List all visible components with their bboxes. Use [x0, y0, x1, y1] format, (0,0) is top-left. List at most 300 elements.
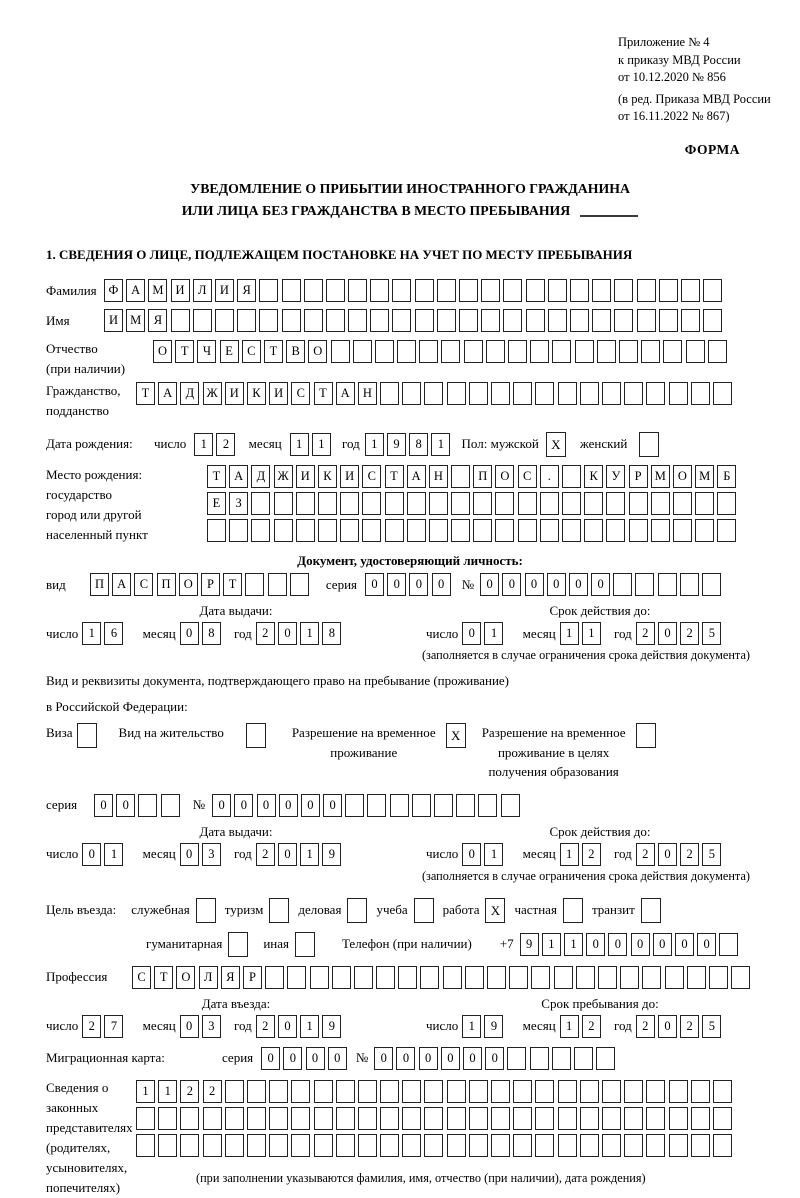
- char-cell[interactable]: 0: [82, 843, 101, 866]
- char-cell[interactable]: 5: [702, 1015, 721, 1038]
- char-cell[interactable]: Л: [193, 279, 212, 302]
- char-cell[interactable]: [274, 492, 293, 515]
- char-cell[interactable]: [584, 492, 603, 515]
- char-cell[interactable]: [681, 279, 700, 302]
- char-cell[interactable]: [663, 340, 682, 363]
- char-cell[interactable]: [487, 966, 506, 989]
- char-cell[interactable]: [673, 492, 692, 515]
- char-cell[interactable]: 1: [582, 622, 601, 645]
- char-cell[interactable]: Ф: [104, 279, 123, 302]
- char-cell[interactable]: [687, 966, 706, 989]
- char-cell[interactable]: 1: [462, 1015, 481, 1038]
- char-cell[interactable]: Т: [154, 966, 173, 989]
- char-cell[interactable]: 2: [582, 1015, 601, 1038]
- char-cell[interactable]: [592, 279, 611, 302]
- char-cell[interactable]: 9: [322, 1015, 341, 1038]
- char-cell[interactable]: И: [296, 465, 315, 488]
- char-cell[interactable]: 0: [697, 933, 716, 956]
- char-cell[interactable]: [606, 519, 625, 542]
- char-cell[interactable]: [669, 382, 688, 405]
- char-cell[interactable]: 2: [216, 433, 235, 456]
- char-cell[interactable]: [491, 382, 510, 405]
- char-cell[interactable]: [703, 309, 722, 332]
- char-cell[interactable]: [268, 573, 287, 596]
- char-cell[interactable]: [424, 382, 443, 405]
- char-cell[interactable]: [420, 966, 439, 989]
- char-cell[interactable]: А: [407, 465, 426, 488]
- char-cell[interactable]: [558, 382, 577, 405]
- char-cell[interactable]: [659, 279, 678, 302]
- char-cell[interactable]: [513, 1134, 532, 1157]
- char-cell[interactable]: [193, 309, 212, 332]
- char-cell[interactable]: [673, 519, 692, 542]
- char-cell[interactable]: [691, 1080, 710, 1103]
- char-cell[interactable]: [429, 519, 448, 542]
- char-cell[interactable]: 2: [680, 1015, 699, 1038]
- char-cell[interactable]: [314, 1080, 333, 1103]
- char-cell[interactable]: 2: [256, 1015, 275, 1038]
- char-cell[interactable]: 0: [480, 573, 499, 596]
- char-cell[interactable]: [535, 382, 554, 405]
- char-cell[interactable]: 0: [441, 1047, 460, 1070]
- purpose-work-checkbox[interactable]: X: [485, 898, 505, 923]
- purpose-humanitarian-checkbox[interactable]: [228, 932, 248, 957]
- char-cell[interactable]: [530, 340, 549, 363]
- char-cell[interactable]: [637, 309, 656, 332]
- char-cell[interactable]: М: [126, 309, 145, 332]
- char-cell[interactable]: [304, 309, 323, 332]
- char-cell[interactable]: 1: [104, 843, 123, 866]
- char-cell[interactable]: [495, 519, 514, 542]
- char-cell[interactable]: [407, 492, 426, 515]
- char-cell[interactable]: 2: [180, 1080, 199, 1103]
- char-cell[interactable]: [158, 1134, 177, 1157]
- char-cell[interactable]: Т: [385, 465, 404, 488]
- char-cell[interactable]: [552, 1047, 571, 1070]
- char-cell[interactable]: [703, 279, 722, 302]
- char-cell[interactable]: Б: [717, 465, 736, 488]
- char-cell[interactable]: [331, 340, 350, 363]
- char-cell[interactable]: 0: [257, 794, 276, 817]
- char-cell[interactable]: Т: [136, 382, 155, 405]
- char-cell[interactable]: [424, 1080, 443, 1103]
- char-cell[interactable]: Д: [180, 382, 199, 405]
- char-cell[interactable]: [274, 519, 293, 542]
- purpose-other-checkbox[interactable]: [295, 932, 315, 957]
- char-cell[interactable]: Ч: [197, 340, 216, 363]
- char-cell[interactable]: [526, 309, 545, 332]
- char-cell[interactable]: [259, 279, 278, 302]
- char-cell[interactable]: М: [695, 465, 714, 488]
- purpose-study-checkbox[interactable]: [414, 898, 434, 923]
- char-cell[interactable]: 0: [306, 1047, 325, 1070]
- char-cell[interactable]: [508, 340, 527, 363]
- char-cell[interactable]: [229, 519, 248, 542]
- purpose-private-checkbox[interactable]: [563, 898, 583, 923]
- char-cell[interactable]: 1: [365, 433, 384, 456]
- char-cell[interactable]: [646, 1134, 665, 1157]
- char-cell[interactable]: [535, 1107, 554, 1130]
- char-cell[interactable]: [580, 1080, 599, 1103]
- char-cell[interactable]: 3: [202, 1015, 221, 1038]
- char-cell[interactable]: Л: [199, 966, 218, 989]
- char-cell[interactable]: [481, 309, 500, 332]
- char-cell[interactable]: Н: [358, 382, 377, 405]
- char-cell[interactable]: [695, 492, 714, 515]
- char-cell[interactable]: [614, 279, 633, 302]
- char-cell[interactable]: [358, 1107, 377, 1130]
- char-cell[interactable]: [469, 1107, 488, 1130]
- char-cell[interactable]: [530, 1047, 549, 1070]
- char-cell[interactable]: [503, 309, 522, 332]
- char-cell[interactable]: [340, 519, 359, 542]
- char-cell[interactable]: 0: [278, 843, 297, 866]
- char-cell[interactable]: [269, 1107, 288, 1130]
- char-cell[interactable]: Ж: [274, 465, 293, 488]
- char-cell[interactable]: [287, 966, 306, 989]
- char-cell[interactable]: [380, 1134, 399, 1157]
- char-cell[interactable]: [540, 492, 559, 515]
- char-cell[interactable]: [265, 966, 284, 989]
- char-cell[interactable]: [207, 519, 226, 542]
- char-cell[interactable]: С: [362, 465, 381, 488]
- char-cell[interactable]: [225, 1134, 244, 1157]
- char-cell[interactable]: [390, 794, 409, 817]
- char-cell[interactable]: 1: [484, 843, 503, 866]
- char-cell[interactable]: [392, 279, 411, 302]
- char-cell[interactable]: 0: [328, 1047, 347, 1070]
- char-cell[interactable]: Я: [237, 279, 256, 302]
- char-cell[interactable]: 8: [202, 622, 221, 645]
- char-cell[interactable]: [554, 966, 573, 989]
- char-cell[interactable]: [437, 309, 456, 332]
- char-cell[interactable]: Т: [223, 573, 242, 596]
- char-cell[interactable]: О: [176, 966, 195, 989]
- char-cell[interactable]: [501, 794, 520, 817]
- char-cell[interactable]: 0: [485, 1047, 504, 1070]
- char-cell[interactable]: [180, 1134, 199, 1157]
- char-cell[interactable]: К: [318, 465, 337, 488]
- char-cell[interactable]: [392, 309, 411, 332]
- char-cell[interactable]: 2: [582, 843, 601, 866]
- char-cell[interactable]: А: [112, 573, 131, 596]
- char-cell[interactable]: [464, 340, 483, 363]
- char-cell[interactable]: 0: [462, 843, 481, 866]
- char-cell[interactable]: [282, 279, 301, 302]
- char-cell[interactable]: [531, 966, 550, 989]
- char-cell[interactable]: 0: [116, 794, 135, 817]
- char-cell[interactable]: О: [308, 340, 327, 363]
- char-cell[interactable]: 1: [82, 622, 101, 645]
- char-cell[interactable]: [443, 966, 462, 989]
- purpose-transit-checkbox[interactable]: [641, 898, 661, 923]
- char-cell[interactable]: 1: [300, 843, 319, 866]
- char-cell[interactable]: 0: [234, 794, 253, 817]
- char-cell[interactable]: [570, 279, 589, 302]
- char-cell[interactable]: [459, 279, 478, 302]
- char-cell[interactable]: 1: [300, 1015, 319, 1038]
- char-cell[interactable]: [424, 1107, 443, 1130]
- char-cell[interactable]: Е: [207, 492, 226, 515]
- char-cell[interactable]: [598, 966, 617, 989]
- char-cell[interactable]: [447, 1134, 466, 1157]
- char-cell[interactable]: 0: [586, 933, 605, 956]
- char-cell[interactable]: 0: [419, 1047, 438, 1070]
- char-cell[interactable]: С: [518, 465, 537, 488]
- char-cell[interactable]: О: [673, 465, 692, 488]
- char-cell[interactable]: Я: [221, 966, 240, 989]
- char-cell[interactable]: [624, 1107, 643, 1130]
- char-cell[interactable]: 0: [301, 794, 320, 817]
- char-cell[interactable]: Т: [264, 340, 283, 363]
- char-cell[interactable]: Т: [207, 465, 226, 488]
- char-cell[interactable]: [296, 519, 315, 542]
- char-cell[interactable]: [180, 1107, 199, 1130]
- char-cell[interactable]: 0: [502, 573, 521, 596]
- char-cell[interactable]: [465, 966, 484, 989]
- char-cell[interactable]: [629, 519, 648, 542]
- char-cell[interactable]: Р: [201, 573, 220, 596]
- char-cell[interactable]: 1: [564, 933, 583, 956]
- char-cell[interactable]: [376, 966, 395, 989]
- char-cell[interactable]: [651, 519, 670, 542]
- char-cell[interactable]: [336, 1107, 355, 1130]
- char-cell[interactable]: [456, 794, 475, 817]
- char-cell[interactable]: У: [606, 465, 625, 488]
- char-cell[interactable]: [719, 933, 738, 956]
- char-cell[interactable]: [407, 519, 426, 542]
- char-cell[interactable]: К: [247, 382, 266, 405]
- char-cell[interactable]: [251, 519, 270, 542]
- char-cell[interactable]: 1: [484, 622, 503, 645]
- char-cell[interactable]: [548, 309, 567, 332]
- char-cell[interactable]: .: [540, 465, 559, 488]
- char-cell[interactable]: [171, 309, 190, 332]
- char-cell[interactable]: [247, 1134, 266, 1157]
- char-cell[interactable]: [503, 279, 522, 302]
- purpose-tourism-checkbox[interactable]: [269, 898, 289, 923]
- char-cell[interactable]: 8: [409, 433, 428, 456]
- char-cell[interactable]: [606, 492, 625, 515]
- char-cell[interactable]: [469, 1134, 488, 1157]
- char-cell[interactable]: [291, 1080, 310, 1103]
- char-cell[interactable]: Р: [243, 966, 262, 989]
- char-cell[interactable]: 0: [365, 573, 384, 596]
- char-cell[interactable]: [336, 1134, 355, 1157]
- sex-female-checkbox[interactable]: [639, 432, 659, 457]
- char-cell[interactable]: В: [286, 340, 305, 363]
- char-cell[interactable]: 0: [569, 573, 588, 596]
- char-cell[interactable]: [637, 279, 656, 302]
- char-cell[interactable]: [451, 519, 470, 542]
- char-cell[interactable]: [215, 309, 234, 332]
- char-cell[interactable]: [646, 1107, 665, 1130]
- char-cell[interactable]: [507, 1047, 526, 1070]
- char-cell[interactable]: 6: [104, 622, 123, 645]
- char-cell[interactable]: 0: [432, 573, 451, 596]
- char-cell[interactable]: [540, 519, 559, 542]
- char-cell[interactable]: [635, 573, 654, 596]
- char-cell[interactable]: 0: [631, 933, 650, 956]
- char-cell[interactable]: [402, 382, 421, 405]
- char-cell[interactable]: [576, 966, 595, 989]
- char-cell[interactable]: [713, 382, 732, 405]
- char-cell[interactable]: [358, 1080, 377, 1103]
- char-cell[interactable]: [646, 382, 665, 405]
- char-cell[interactable]: [424, 1134, 443, 1157]
- char-cell[interactable]: Т: [175, 340, 194, 363]
- char-cell[interactable]: О: [153, 340, 172, 363]
- char-cell[interactable]: [680, 573, 699, 596]
- residence-permit-checkbox[interactable]: [246, 723, 266, 748]
- char-cell[interactable]: [570, 309, 589, 332]
- char-cell[interactable]: [669, 1107, 688, 1130]
- char-cell[interactable]: [412, 794, 431, 817]
- char-cell[interactable]: [695, 519, 714, 542]
- char-cell[interactable]: [269, 1080, 288, 1103]
- char-cell[interactable]: Я: [148, 309, 167, 332]
- char-cell[interactable]: [486, 340, 505, 363]
- char-cell[interactable]: [318, 492, 337, 515]
- char-cell[interactable]: [375, 340, 394, 363]
- char-cell[interactable]: [580, 382, 599, 405]
- char-cell[interactable]: Р: [629, 465, 648, 488]
- char-cell[interactable]: [398, 966, 417, 989]
- char-cell[interactable]: [624, 1134, 643, 1157]
- char-cell[interactable]: 0: [591, 573, 610, 596]
- char-cell[interactable]: [580, 1134, 599, 1157]
- sex-male-checkbox[interactable]: X: [546, 432, 566, 457]
- char-cell[interactable]: [629, 492, 648, 515]
- char-cell[interactable]: Е: [220, 340, 239, 363]
- char-cell[interactable]: [245, 573, 264, 596]
- char-cell[interactable]: [380, 1107, 399, 1130]
- char-cell[interactable]: [709, 966, 728, 989]
- char-cell[interactable]: 0: [323, 794, 342, 817]
- purpose-official-checkbox[interactable]: [196, 898, 216, 923]
- char-cell[interactable]: [473, 492, 492, 515]
- char-cell[interactable]: [314, 1107, 333, 1130]
- char-cell[interactable]: 2: [256, 843, 275, 866]
- char-cell[interactable]: [237, 309, 256, 332]
- char-cell[interactable]: [558, 1107, 577, 1130]
- char-cell[interactable]: [731, 966, 750, 989]
- char-cell[interactable]: [651, 492, 670, 515]
- char-cell[interactable]: [203, 1107, 222, 1130]
- char-cell[interactable]: [596, 1047, 615, 1070]
- char-cell[interactable]: [318, 519, 337, 542]
- char-cell[interactable]: 2: [680, 622, 699, 645]
- char-cell[interactable]: 0: [462, 622, 481, 645]
- char-cell[interactable]: К: [584, 465, 603, 488]
- char-cell[interactable]: А: [158, 382, 177, 405]
- char-cell[interactable]: [332, 966, 351, 989]
- char-cell[interactable]: 1: [158, 1080, 177, 1103]
- char-cell[interactable]: 0: [658, 1015, 677, 1038]
- char-cell[interactable]: [247, 1107, 266, 1130]
- char-cell[interactable]: 2: [256, 622, 275, 645]
- char-cell[interactable]: 5: [702, 843, 721, 866]
- char-cell[interactable]: [691, 1134, 710, 1157]
- char-cell[interactable]: [380, 382, 399, 405]
- char-cell[interactable]: Н: [429, 465, 448, 488]
- char-cell[interactable]: [402, 1107, 421, 1130]
- char-cell[interactable]: 1: [194, 433, 213, 456]
- char-cell[interactable]: С: [242, 340, 261, 363]
- char-cell[interactable]: 3: [202, 843, 221, 866]
- char-cell[interactable]: [562, 465, 581, 488]
- char-cell[interactable]: [624, 1080, 643, 1103]
- char-cell[interactable]: 2: [82, 1015, 101, 1038]
- char-cell[interactable]: 9: [322, 843, 341, 866]
- char-cell[interactable]: [397, 340, 416, 363]
- char-cell[interactable]: И: [104, 309, 123, 332]
- char-cell[interactable]: 0: [374, 1047, 393, 1070]
- char-cell[interactable]: [641, 340, 660, 363]
- char-cell[interactable]: [296, 492, 315, 515]
- char-cell[interactable]: [574, 1047, 593, 1070]
- char-cell[interactable]: [314, 1134, 333, 1157]
- char-cell[interactable]: [552, 340, 571, 363]
- char-cell[interactable]: 0: [180, 843, 199, 866]
- char-cell[interactable]: С: [132, 966, 151, 989]
- char-cell[interactable]: [686, 340, 705, 363]
- char-cell[interactable]: 0: [675, 933, 694, 956]
- char-cell[interactable]: [370, 279, 389, 302]
- char-cell[interactable]: [282, 309, 301, 332]
- char-cell[interactable]: 7: [104, 1015, 123, 1038]
- char-cell[interactable]: [419, 340, 438, 363]
- char-cell[interactable]: П: [473, 465, 492, 488]
- char-cell[interactable]: [562, 519, 581, 542]
- char-cell[interactable]: [669, 1080, 688, 1103]
- char-cell[interactable]: [473, 519, 492, 542]
- char-cell[interactable]: [291, 1107, 310, 1130]
- char-cell[interactable]: [602, 1080, 621, 1103]
- char-cell[interactable]: [713, 1107, 732, 1130]
- char-cell[interactable]: 0: [658, 622, 677, 645]
- char-cell[interactable]: [665, 966, 684, 989]
- char-cell[interactable]: 1: [431, 433, 450, 456]
- char-cell[interactable]: [614, 309, 633, 332]
- char-cell[interactable]: 1: [560, 843, 579, 866]
- char-cell[interactable]: [681, 309, 700, 332]
- char-cell[interactable]: [513, 1080, 532, 1103]
- char-cell[interactable]: 0: [463, 1047, 482, 1070]
- char-cell[interactable]: [691, 1107, 710, 1130]
- char-cell[interactable]: [624, 382, 643, 405]
- char-cell[interactable]: [491, 1134, 510, 1157]
- char-cell[interactable]: [717, 492, 736, 515]
- char-cell[interactable]: Ж: [203, 382, 222, 405]
- char-cell[interactable]: А: [229, 465, 248, 488]
- char-cell[interactable]: [354, 966, 373, 989]
- char-cell[interactable]: [340, 492, 359, 515]
- char-cell[interactable]: [353, 340, 372, 363]
- char-cell[interactable]: [291, 1134, 310, 1157]
- purpose-business-checkbox[interactable]: [347, 898, 367, 923]
- temporary-residence-checkbox[interactable]: X: [446, 723, 466, 748]
- char-cell[interactable]: 9: [520, 933, 539, 956]
- char-cell[interactable]: [429, 492, 448, 515]
- char-cell[interactable]: [491, 1107, 510, 1130]
- char-cell[interactable]: 0: [212, 794, 231, 817]
- char-cell[interactable]: [535, 1134, 554, 1157]
- char-cell[interactable]: [526, 279, 545, 302]
- char-cell[interactable]: 1: [136, 1080, 155, 1103]
- char-cell[interactable]: [642, 966, 661, 989]
- char-cell[interactable]: И: [171, 279, 190, 302]
